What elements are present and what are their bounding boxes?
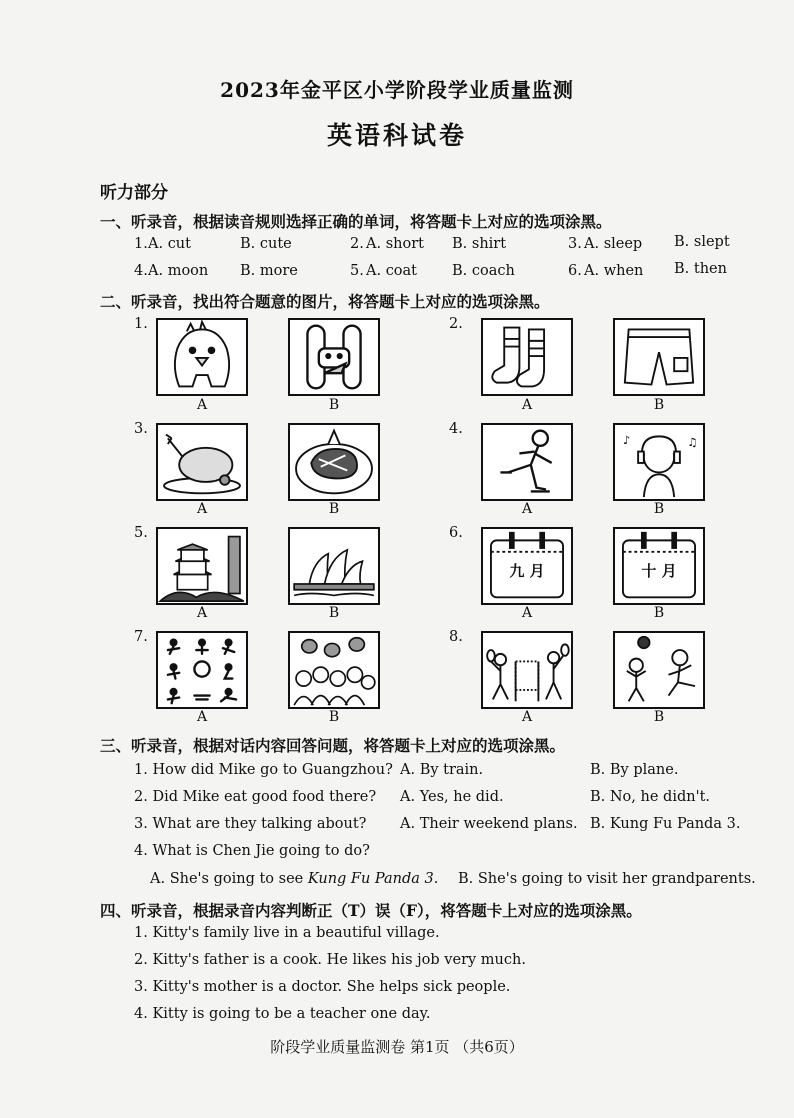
s4-statement-1: 1. Kitty's family live in a beautiful village. [134, 925, 440, 941]
skating-boy-icon [481, 423, 573, 501]
svg-text:♪: ♪ [622, 432, 631, 447]
badminton-icon [481, 631, 573, 709]
svg-text:♫: ♫ [687, 434, 698, 449]
s1-item-6-num: 6. [568, 263, 582, 279]
s2-item-7-label-a: A [196, 709, 208, 725]
s3-q4-a-prefix: A. She's going to see [150, 871, 308, 887]
s2-item-8-num: 8. [449, 629, 463, 645]
lantern-crowd-icon [288, 631, 380, 709]
s2-item-4-label-b: B [653, 501, 665, 517]
s3-q4: 4. What is Chen Jie going to do? [134, 843, 370, 859]
s2-item-5-label-a: A [196, 605, 208, 621]
s2-item-7-label-b: B [328, 709, 340, 725]
s1-item-3-b: B. slept [674, 234, 730, 250]
s3-q3: 3. What are they talking about? [134, 816, 367, 832]
s2-item-6-label-b: B [653, 605, 665, 621]
calendar-october-text: 十 月 [641, 562, 677, 580]
s1-item-3-num: 3. [568, 236, 582, 252]
pagoda-icon [156, 527, 248, 605]
s1-item-4-b: B. more [240, 263, 298, 279]
s1-item-4-num: 4. [134, 263, 148, 279]
s1-item-6-b: B. then [674, 261, 727, 277]
s1-item-3-a: A. sleep [584, 236, 643, 252]
s2-item-3-num: 3. [134, 421, 148, 437]
s1-item-5-b: B. coach [452, 263, 515, 279]
s1-item-1-num: 1. [134, 236, 148, 252]
s2-item-5-num: 5. [134, 525, 148, 541]
s3-q4-a-suffix: . [433, 871, 439, 887]
s3-q2-a: A. Yes, he did. [400, 789, 504, 805]
s1-item-1-a: A. cut [148, 236, 191, 252]
s1-item-5-num: 5. [350, 263, 364, 279]
roast-chicken-icon [156, 423, 248, 501]
s3-q1: 1. How did Mike go to Guangzhou? [134, 762, 393, 778]
s2-item-1-num: 1. [134, 316, 148, 332]
s2-item-4-label-a: A [521, 501, 533, 517]
s4-statement-3: 3. Kitty's mother is a doctor. She helps sick people. [134, 979, 511, 995]
opera-house-icon [288, 527, 380, 605]
s2-item-2-label-b: B [653, 397, 665, 413]
shorts-icon [613, 318, 705, 396]
part-title: 听力部分 [100, 183, 168, 203]
section4-heading: 四、听录音，根据录音内容判断正（T）误（F），将答题卡上对应的选项涂黑。 [100, 901, 642, 920]
s1-item-2-num: 2. [350, 236, 364, 252]
s4-statement-2: 2. Kitty's father is a cook. He likes his job very much. [134, 952, 526, 968]
s2-item-8-label-a: A [521, 709, 533, 725]
exam-title: 2023年金平区小学阶段学业质量监测 [220, 78, 574, 102]
section1-heading: 一、听录音，根据读音规则选择正确的单词，将答题卡上对应的选项涂黑。 [100, 212, 612, 231]
s1-item-6-a: A. when [584, 263, 644, 279]
s2-item-6-num: 6. [449, 525, 463, 541]
chick-icon [156, 318, 248, 396]
socks-icon [481, 318, 573, 396]
s1-item-2-b: B. shirt [452, 236, 507, 252]
exam-subtitle: 英语科试卷 [326, 121, 467, 150]
steak-icon [288, 423, 380, 501]
s1-item-2-a: A. short [366, 236, 424, 252]
rabbit-letter-h-icon [288, 318, 380, 396]
s2-item-3-label-b: B [328, 501, 340, 517]
s3-q3-a: A. Their weekend plans. [400, 816, 578, 832]
s2-item-6-label-a: A [521, 605, 533, 621]
s3-q4-a [150, 871, 438, 887]
s1-item-1-b: B. cute [240, 236, 292, 252]
s2-item-5-label-b: B [328, 605, 340, 621]
s2-item-8-label-b: B [653, 709, 665, 725]
s3-q1-b: B. By plane. [590, 762, 679, 778]
s2-item-1-label-b: B [328, 397, 340, 413]
s2-item-7-num: 7. [134, 629, 148, 645]
s2-item-3-label-a: A [196, 501, 208, 517]
s2-item-4-num: 4. [449, 421, 463, 437]
s3-q2: 2. Did Mike eat good food there? [134, 789, 377, 805]
s1-item-4-a: A. moon [148, 263, 209, 279]
s3-q4-b: B. She's going to visit her grandparents. [458, 871, 756, 887]
s3-q2-b: B. No, he didn't. [590, 789, 711, 805]
football-icon [613, 631, 705, 709]
s2-item-2-label-a: A [521, 397, 533, 413]
s1-item-5-a: A. coat [366, 263, 418, 279]
calendar-september-text: 九 月 [509, 562, 545, 580]
s3-q1-a: A. By train. [400, 762, 484, 778]
music-girl-icon [613, 423, 705, 501]
s3-q3-b: B. Kung Fu Panda 3. [590, 816, 741, 832]
page-footer: 阶段学业质量监测卷 第1页 （共6页） [270, 1038, 524, 1056]
s2-item-1-label-a: A [196, 397, 208, 413]
section3-heading: 三、听录音，根据对话内容回答问题，将答题卡上对应的选项涂黑。 [100, 736, 566, 755]
s4-statement-4: 4. Kitty is going to be a teacher one day. [134, 1006, 431, 1022]
s3-q4-a-italic: Kung Fu Panda 3 [307, 871, 434, 887]
section2-heading: 二、听录音，找出符合题意的图片，将答题卡上对应的选项涂黑。 [100, 292, 550, 311]
sports-pictograms-icon [156, 631, 248, 709]
s2-item-2-num: 2. [449, 316, 463, 332]
